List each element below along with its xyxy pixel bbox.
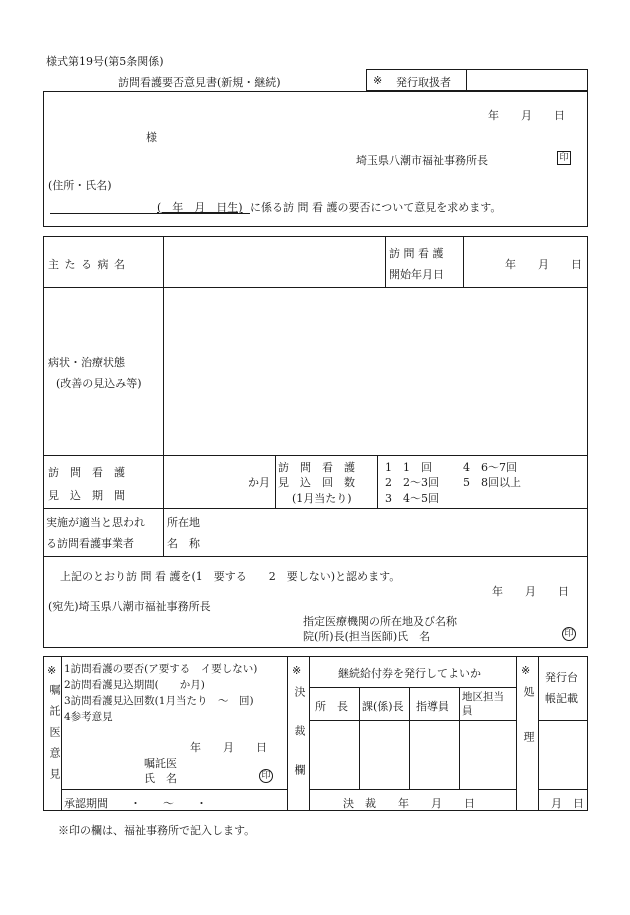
start-label-1: 訪 問 看 護 [389, 247, 444, 260]
approval-period[interactable]: 承認期間 ・ 〜 ・ [64, 797, 207, 810]
doctor-name-label: 氏 名 [144, 772, 177, 785]
decision-col-guide: 指導員 [416, 700, 449, 713]
seal-icon: 印 [557, 151, 571, 165]
count-label-1: 訪 問 看 護 [278, 461, 355, 474]
decision-col-section: 課(係)長 [362, 700, 404, 713]
ledger-label-1: 発行台 [545, 671, 578, 684]
period-label-1: 訪 問 看 護 [48, 466, 125, 479]
footnote: ※印の欄は、福祉事務所で記入します。 [58, 824, 256, 837]
ledger-label-2: 帳記載 [545, 692, 578, 705]
condition-label: 病状・治療状態 [48, 356, 125, 369]
period-label-2: 見 込 期 間 [48, 489, 125, 502]
provider-label-1: 実施が適当と思われ [46, 516, 145, 529]
delegate-item[interactable]: 2訪問看護見込期間( か月) [64, 679, 205, 691]
institution-label: 指定医療機関の所在地及び名称 [303, 615, 457, 628]
form-title: 訪問看護要否意見書(新規・継続) [118, 76, 281, 89]
count-label-2: 見 込 回 数 [278, 476, 355, 489]
request-date: 年 月 日 [488, 109, 565, 122]
addressee-sama: 様 [146, 131, 157, 144]
delegate-item[interactable]: 4参考意見 [64, 711, 113, 723]
ledger-date[interactable]: 月 日 [551, 797, 584, 810]
decision-title: 決裁欄 [293, 686, 306, 803]
count-option[interactable]: 1 1 回 [385, 461, 432, 474]
start-label-2: 開始年月日 [389, 268, 444, 281]
birth-date-field[interactable]: ( 年 月 日生) [157, 201, 243, 214]
issuer-mark: ※ [373, 74, 383, 87]
decision-question: 継続給付券を発行してよいか [338, 667, 481, 680]
decision-col-chief: 所 長 [315, 700, 348, 713]
request-from: 埼玉県八潮市福祉事務所長 [356, 154, 488, 167]
count-label-3: (1月当たり) [292, 492, 352, 505]
seal-icon: 印 [562, 627, 576, 641]
form-number: 様式第19号(第5条関係) [46, 55, 164, 68]
delegate-mark: ※ [47, 664, 57, 677]
opinion-text: 上記のとおり訪 問 看 護を(1 要する 2 要しない)と認めます。 [60, 570, 401, 583]
seal-icon: 印 [259, 769, 273, 783]
delegate-item[interactable]: 3訪問看護見込回数(1月当たり 〜 回) [64, 695, 254, 707]
request-text: に係る訪 問 看 護の要否について意見を求めます。 [250, 201, 502, 214]
condition-sub-label: (改善の見込み等) [56, 377, 142, 390]
decision-date[interactable]: 決 裁 年 月 日 [343, 797, 475, 810]
count-option[interactable]: 2 2〜3回 [385, 476, 439, 489]
count-option[interactable]: 5 8回以上 [463, 476, 521, 489]
doctor-title: 嘱託医 [144, 757, 177, 770]
opinion-addressee: (宛先)埼玉県八潮市福祉事務所長 [48, 600, 211, 613]
count-option[interactable]: 4 6〜7回 [463, 461, 517, 474]
delegate-title: 嘱託医意見 [48, 684, 61, 789]
process-title: 処理 [522, 686, 535, 776]
start-date-field[interactable]: 年 月 日 [505, 258, 582, 271]
period-unit[interactable]: か月 [248, 476, 270, 489]
provider-address-label: 所在地 [167, 516, 200, 529]
provider-name-label: 名 称 [167, 537, 200, 550]
delegate-date[interactable]: 年 月 日 [190, 741, 267, 754]
provider-label-2: る訪問看護事業者 [46, 537, 134, 550]
decision-col-district: 地区担当員 [462, 691, 504, 717]
doctor-label: 院(所)長(担当医師)氏 名 [303, 630, 431, 643]
address-name-label: (住所・氏名) [48, 179, 112, 192]
condition-field[interactable] [168, 292, 583, 450]
disease-field[interactable] [168, 240, 383, 284]
disease-label: 主 た る 病 名 [48, 258, 126, 271]
delegate-item[interactable]: 1訪問看護の要否(ア要する イ要しない) [64, 663, 258, 675]
process-mark: ※ [521, 664, 531, 677]
opinion-date[interactable]: 年 月 日 [492, 585, 569, 598]
decision-mark: ※ [292, 664, 302, 677]
count-option[interactable]: 3 4〜5回 [385, 492, 439, 505]
issuer-label: 発行取扱者 [396, 76, 451, 89]
